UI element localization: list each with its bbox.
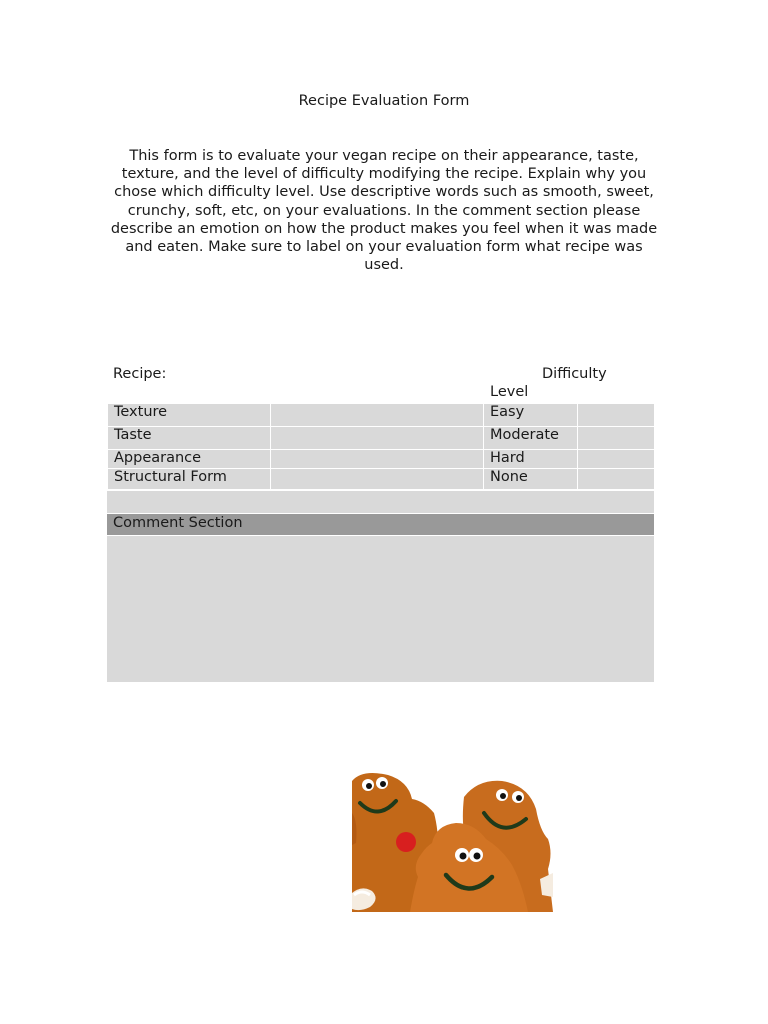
recipe-label: Recipe: [113, 366, 167, 382]
intro-paragraph: This form is to evaluate your vegan recipe on their appearance, taste, texture, and the level of difficulty modifying the recipe. Explain why you chose which difficulty level. Use descriptive words such as smooth, sweet, crunchy, soft, etc, on your evaluations. In the comment section please describe an emotion on how the product makes you feel when it was made and eaten. Make sure to label on your evaluation form what recipe was used. [110, 148, 658, 274]
criterion-entry-cell[interactable] [271, 469, 484, 490]
difficulty-entry-cell[interactable] [578, 450, 655, 469]
difficulty-level-cell: Moderate [484, 427, 578, 450]
table-spacer-row [107, 491, 654, 513]
comment-section-header [107, 514, 654, 535]
criterion-cell: Texture [108, 404, 271, 427]
table-row [108, 450, 655, 469]
gingerbread-cookies-image [352, 773, 553, 912]
difficulty-entry-cell[interactable] [578, 469, 655, 490]
criterion-entry-cell[interactable] [271, 450, 484, 469]
difficulty-level-label: Level [490, 384, 529, 400]
comment-input-area[interactable] [107, 536, 654, 682]
form-header [107, 366, 654, 403]
difficulty-level-cell: Easy [484, 404, 578, 427]
table-row [108, 427, 655, 450]
criterion-cell: Taste [108, 427, 271, 450]
evaluation-table [107, 403, 655, 490]
comment-section-label: Comment Section [113, 515, 243, 531]
criterion-entry-cell[interactable] [271, 404, 484, 427]
table-row [108, 404, 655, 427]
difficulty-entry-cell[interactable] [578, 427, 655, 450]
criterion-entry-cell[interactable] [271, 427, 484, 450]
difficulty-label: Difficulty [542, 366, 607, 382]
difficulty-level-cell: None [484, 469, 578, 490]
difficulty-entry-cell[interactable] [578, 404, 655, 427]
criterion-cell: Structural Form [108, 469, 271, 490]
criterion-cell: Appearance [108, 450, 271, 469]
table-row [108, 469, 655, 490]
form-title: Recipe Evaluation Form [298, 93, 470, 109]
difficulty-level-cell: Hard [484, 450, 578, 469]
